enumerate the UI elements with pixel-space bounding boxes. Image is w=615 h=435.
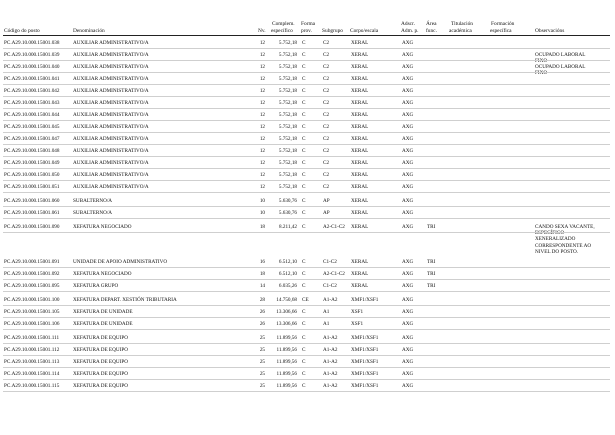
cell-corpo-escala: XMF1/XSF1: [351, 297, 379, 303]
cell-subgrupo: C2: [323, 136, 330, 142]
table-row: [0, 76, 615, 84]
row-divider: [3, 355, 610, 356]
cell-subgrupo: A1-A2: [323, 359, 338, 365]
cell-codigo: PC.A29.10.000.15001.092: [4, 271, 60, 277]
cell-codigo: PC.A29.10.000.15001.043: [4, 100, 60, 106]
cell-area-funcional: TRI: [427, 259, 436, 265]
table-row: [0, 297, 615, 305]
cell-nivel: 12: [259, 124, 265, 130]
cell-subgrupo: C2: [323, 100, 330, 106]
cell-adscripcion: AXG: [402, 359, 414, 365]
cell-codigo: PC.A29.10.000.15001.039: [4, 52, 60, 58]
cell-forma-provision: C: [302, 100, 306, 106]
header-especifico: específico: [271, 28, 293, 34]
header-corpo: Corpo/escala: [350, 28, 379, 34]
cell-adscripcion: AXG: [402, 112, 414, 118]
table-row: [0, 347, 615, 355]
cell-nivel: 12: [259, 112, 265, 118]
cell-subgrupo: AP: [323, 198, 330, 204]
cell-corpo-escala: XERAL: [351, 198, 369, 204]
cell-codigo: PC.A29.10.000.15001.111: [4, 335, 60, 341]
cell-forma-provision: C: [302, 148, 306, 154]
cell-especifico: 11.899,56: [276, 359, 297, 365]
row-divider: [3, 192, 610, 193]
cell-denominacion: AUXILIAR ADMINISTRATIVO/A: [73, 184, 149, 190]
cell-subgrupo: A1: [323, 321, 330, 327]
cell-especifico: 5.752,18: [278, 172, 297, 178]
cell-nivel: 12: [259, 88, 265, 94]
cell-nivel: 18: [259, 224, 265, 230]
cell-forma-provision: C: [302, 347, 306, 353]
table-row: [0, 359, 615, 367]
cell-adscripcion: AXG: [402, 76, 414, 82]
cell-denominacion: AUXILIAR ADMINISTRATIVO/A: [73, 40, 149, 46]
header-academica: académica: [449, 28, 472, 34]
table-row: [0, 64, 615, 77]
cell-forma-provision: C: [302, 136, 306, 142]
table-row: [0, 148, 615, 156]
cell-adscripcion: AXG: [402, 148, 414, 154]
cell-forma-provision: C: [302, 210, 306, 216]
cell-forma-provision: C: [302, 112, 306, 118]
cell-especifico: 11.899,56: [276, 383, 297, 389]
header-divider: [3, 35, 610, 36]
cell-subgrupo: C2: [323, 172, 330, 178]
table-row: [0, 210, 615, 218]
cell-nivel: 25: [259, 371, 265, 377]
table-row: [0, 124, 615, 132]
cell-especifico: 5.752,18: [278, 52, 297, 58]
row-divider: [3, 329, 610, 330]
row-divider: [3, 279, 610, 280]
cell-nivel: 25: [259, 383, 265, 389]
cell-forma-provision: C: [302, 64, 306, 70]
cell-nivel: 26: [259, 309, 265, 315]
cell-corpo-escala: XSF1: [351, 321, 364, 327]
cell-subgrupo: C2: [323, 148, 330, 154]
cell-forma-provision: C: [302, 335, 306, 341]
table-row: [0, 271, 615, 279]
table-row: [0, 160, 615, 168]
cell-codigo: PC.A29.10.000.15001.041: [4, 76, 60, 82]
cell-especifico: 14.750,68: [276, 297, 297, 303]
cell-adscripcion: AXG: [402, 321, 414, 327]
cell-corpo-escala: XERAL: [351, 88, 369, 94]
cell-subgrupo: C2: [323, 184, 330, 190]
table-row: [0, 52, 615, 65]
cell-denominacion: AUXILIAR ADMINISTRATIVO/A: [73, 112, 149, 118]
cell-codigo: PC.A29.10.000.15001.090: [4, 224, 60, 230]
cell-corpo-escala: XERAL: [351, 271, 369, 277]
cell-codigo: PC.A29.10.000.15001.100: [4, 297, 60, 303]
cell-forma-provision: C: [302, 283, 306, 289]
cell-subgrupo: C2: [323, 76, 330, 82]
header-complem: Complem.: [272, 21, 295, 27]
cell-corpo-escala: XERAL: [351, 40, 369, 46]
cell-codigo: PC.A29.10.000.15001.048: [4, 148, 60, 154]
cell-adscripcion: AXG: [402, 198, 414, 204]
cell-adscripcion: AXG: [402, 210, 414, 216]
cell-adscripcion: AXG: [402, 172, 414, 178]
row-divider: [3, 317, 610, 318]
table-row: [0, 100, 615, 108]
cell-denominacion: SUBALTERNO/A: [73, 210, 113, 216]
cell-forma-provision: C: [302, 40, 306, 46]
cell-forma-provision: C: [302, 88, 306, 94]
cell-forma-provision: C: [302, 52, 306, 58]
header-forma: Forma: [301, 21, 316, 27]
header-observacions: Observacións: [535, 28, 565, 34]
cell-codigo: PC.A29.10.000.15001.049: [4, 160, 60, 166]
cell-especifico: 5.752,18: [278, 148, 297, 154]
cell-corpo-escala: XERAL: [351, 283, 369, 289]
cell-nivel: 12: [259, 184, 265, 190]
header-codigo: Código do posto: [4, 28, 40, 34]
cell-subgrupo: C1-C2: [323, 259, 337, 265]
cell-forma-provision: C: [302, 224, 306, 230]
header-formacion: Formación: [491, 21, 515, 27]
cell-nivel: 18: [259, 271, 265, 277]
row-divider: [3, 379, 610, 380]
cell-denominacion: XEFATURA DE EQUIPO: [73, 371, 128, 377]
cell-forma-provision: CE: [302, 297, 309, 303]
cell-corpo-escala: XMF1/XSF1: [351, 359, 379, 365]
row-divider: [3, 267, 610, 268]
row-divider: [3, 120, 610, 121]
header-prov: prov.: [301, 28, 312, 34]
cell-especifico: 5.752,18: [278, 88, 297, 94]
cell-denominacion: XEFATURA DE UNIDADE: [73, 321, 133, 327]
cell-nivel: 12: [259, 136, 265, 142]
cell-denominacion: AUXILIAR ADMINISTRATIVO/A: [73, 148, 149, 154]
cell-denominacion: XEFATURA DE EQUIPO: [73, 383, 128, 389]
cell-nivel: 25: [259, 335, 265, 341]
cell-corpo-escala: XSF1: [351, 309, 364, 315]
cell-codigo: PC.A29.10.000.15001.044: [4, 112, 60, 118]
cell-denominacion: UNIDADE DE APOIO ADMINISTRATIVO: [73, 259, 168, 265]
cell-especifico: 5.752,18: [278, 184, 297, 190]
table-row: [0, 136, 615, 144]
cell-denominacion: XEFATURA NEGOCIADO: [73, 271, 132, 277]
cell-subgrupo: A2-C1-C2: [323, 224, 345, 230]
cell-corpo-escala: XERAL: [351, 76, 369, 82]
cell-forma-provision: C: [302, 184, 306, 190]
cell-adscripcion: AXG: [402, 136, 414, 142]
header-titulacion: Titulación: [451, 21, 473, 27]
cell-corpo-escala: XERAL: [351, 52, 369, 58]
cell-adscripcion: AXG: [402, 184, 414, 190]
cell-nivel: 10: [259, 198, 265, 204]
table-row: [0, 198, 615, 206]
cell-forma-provision: C: [302, 259, 306, 265]
cell-subgrupo: A1-A2: [323, 297, 338, 303]
cell-adscripcion: AXG: [402, 160, 414, 166]
cell-adscripcion: AXG: [402, 64, 414, 70]
cell-especifico: 11.899,56: [276, 335, 297, 341]
cell-codigo: PC.A29.10.000.15001.112: [4, 347, 60, 353]
cell-codigo: PC.A29.10.000.15001.051: [4, 184, 60, 190]
cell-denominacion: XEFATURA NEGOCIADO: [73, 224, 132, 230]
cell-area-funcional: TRI: [427, 271, 436, 277]
row-divider: [3, 48, 610, 49]
cell-denominacion: AUXILIAR ADMINISTRATIVO/A: [73, 52, 149, 58]
cell-especifico: 6.512,10: [278, 271, 297, 277]
cell-codigo: PC.A29.10.000.15001.115: [4, 383, 60, 389]
cell-forma-provision: C: [302, 172, 306, 178]
cell-nivel: 12: [259, 160, 265, 166]
cell-nivel: 12: [259, 148, 265, 154]
cell-denominacion: AUXILIAR ADMINISTRATIVO/A: [73, 64, 149, 70]
cell-especifico: 5.752,18: [278, 100, 297, 106]
cell-corpo-escala: XERAL: [351, 210, 369, 216]
cell-subgrupo: C1-C2: [323, 283, 337, 289]
cell-denominacion: AUXILIAR ADMINISTRATIVO/A: [73, 136, 149, 142]
cell-corpo-escala: XERAL: [351, 136, 369, 142]
table-row: [0, 112, 615, 120]
cell-adscripcion: AXG: [402, 124, 414, 130]
cell-subgrupo: A2-C1-C2: [323, 271, 345, 277]
cell-codigo: PC.A29.10.000.15001.114: [4, 371, 60, 377]
cell-codigo: PC.A29.10.000.15001.095: [4, 283, 60, 289]
table-row: [0, 224, 615, 255]
table-row: [0, 321, 615, 329]
cell-forma-provision: C: [302, 383, 306, 389]
cell-denominacion: XEFATURA DE EQUIPO: [73, 335, 128, 341]
cell-forma-provision: C: [302, 321, 306, 327]
cell-forma-provision: C: [302, 160, 306, 166]
cell-denominacion: AUXILIAR ADMINISTRATIVO/A: [73, 88, 149, 94]
cell-denominacion: SUBALTERNO/A: [73, 198, 113, 204]
row-divider: [3, 343, 610, 344]
cell-subgrupo: C2: [323, 112, 330, 118]
cell-subgrupo: A1-A2: [323, 371, 338, 377]
row-divider: [3, 218, 610, 219]
cell-especifico: 5.752,18: [278, 64, 297, 70]
cell-forma-provision: C: [302, 359, 306, 365]
cell-adscripcion: AXG: [402, 383, 414, 389]
cell-nivel: 25: [259, 359, 265, 365]
header-formacion-especifica: específica: [490, 28, 512, 34]
cell-especifico: 13.306,66: [276, 309, 297, 315]
cell-forma-provision: C: [302, 124, 306, 130]
cell-corpo-escala: XERAL: [351, 224, 369, 230]
cell-denominacion: XEFATURA DE EQUIPO: [73, 359, 128, 365]
cell-denominacion: AUXILIAR ADMINISTRATIVO/A: [73, 100, 149, 106]
cell-observacions: OCUPADO LABORAL FIXO: [535, 64, 586, 77]
cell-codigo: PC.A29.10.000.15001.106: [4, 321, 60, 327]
cell-especifico: 5.752,18: [278, 124, 297, 130]
row-divider: [3, 291, 610, 292]
cell-observacions: OCUPADO LABORAL FIXO: [535, 52, 586, 65]
header-adm: Adm. p.: [401, 28, 419, 34]
row-divider: [3, 72, 610, 73]
cell-subgrupo: C2: [323, 124, 330, 130]
row-divider: [3, 96, 610, 97]
cell-subgrupo: A1: [323, 309, 330, 315]
cell-corpo-escala: XERAL: [351, 64, 369, 70]
cell-adscripcion: AXG: [402, 88, 414, 94]
cell-adscripcion: AXG: [402, 309, 414, 315]
header-func: func.: [426, 28, 437, 34]
row-divider: [3, 156, 610, 157]
cell-codigo: PC.A29.10.000.15001.042: [4, 88, 60, 94]
row-divider: [3, 84, 610, 85]
cell-corpo-escala: XERAL: [351, 100, 369, 106]
cell-especifico: 11.899,56: [276, 371, 297, 377]
table-row: [0, 259, 615, 267]
cell-subgrupo: A1-A2: [323, 335, 338, 341]
header-nv: Nv.: [258, 28, 266, 34]
cell-nivel: 12: [259, 172, 265, 178]
cell-especifico: 5.752,18: [278, 160, 297, 166]
row-divider: [3, 60, 610, 61]
row-divider: [3, 391, 610, 392]
table-row: [0, 40, 615, 48]
cell-forma-provision: C: [302, 309, 306, 315]
cell-codigo: PC.A29.10.000.15001.113: [4, 359, 60, 365]
row-divider: [3, 232, 610, 233]
cell-adscripcion: AXG: [402, 271, 414, 277]
cell-corpo-escala: XERAL: [351, 184, 369, 190]
row-divider: [3, 367, 610, 368]
cell-subgrupo: C2: [323, 64, 330, 70]
cell-area-funcional: TRI: [427, 224, 436, 230]
cell-forma-provision: C: [302, 76, 306, 82]
table-row: [0, 335, 615, 343]
header-adscr: Adscr.: [401, 21, 415, 27]
row-divider: [3, 144, 610, 145]
row-divider: [3, 108, 610, 109]
cell-especifico: 5.630,76: [278, 198, 297, 204]
cell-nivel: 12: [259, 100, 265, 106]
cell-especifico: 5.752,18: [278, 40, 297, 46]
cell-denominacion: AUXILIAR ADMINISTRATIVO/A: [73, 172, 149, 178]
cell-especifico: 11.899,56: [276, 347, 297, 353]
cell-denominacion: AUXILIAR ADMINISTRATIVO/A: [73, 160, 149, 166]
cell-adscripcion: AXG: [402, 259, 414, 265]
table-row: [0, 309, 615, 317]
cell-denominacion: XEFATURA GRUPO: [73, 283, 119, 289]
cell-adscripcion: AXG: [402, 347, 414, 353]
cell-codigo: PC.A29.10.000.15001.105: [4, 309, 60, 315]
cell-denominacion: XEFATURA DE UNIDADE: [73, 309, 133, 315]
cell-denominacion: XEFATURA DEPART. XESTIÓN TRIBUTARIA: [73, 297, 177, 303]
cell-nivel: 12: [259, 64, 265, 70]
table-row: [0, 283, 615, 291]
cell-codigo: PC.A29.10.000.15001.061: [4, 210, 60, 216]
cell-nivel: 26: [259, 321, 265, 327]
cell-adscripcion: AXG: [402, 297, 414, 303]
cell-corpo-escala: XERAL: [351, 259, 369, 265]
cell-nivel: 12: [259, 76, 265, 82]
cell-codigo: PC.A29.10.000.15001.045: [4, 124, 60, 130]
table-row: [0, 172, 615, 180]
cell-subgrupo: A1-A2: [323, 347, 338, 353]
cell-adscripcion: AXG: [402, 283, 414, 289]
cell-subgrupo: A1-A2: [323, 383, 338, 389]
cell-corpo-escala: XERAL: [351, 172, 369, 178]
cell-especifico: 5.752,18: [278, 112, 297, 118]
cell-especifico: 6.035,26: [278, 283, 297, 289]
cell-corpo-escala: XERAL: [351, 124, 369, 130]
cell-corpo-escala: XMF1/XSF1: [351, 347, 379, 353]
row-divider: [3, 180, 610, 181]
cell-adscripcion: AXG: [402, 335, 414, 341]
cell-corpo-escala: XMF1/XSF1: [351, 383, 379, 389]
cell-corpo-escala: XERAL: [351, 148, 369, 154]
row-divider: [3, 206, 610, 207]
cell-nivel: 14: [259, 283, 265, 289]
cell-nivel: 25: [259, 347, 265, 353]
header-area: Área: [426, 21, 437, 27]
cell-especifico: 6.512,10: [278, 259, 297, 265]
cell-adscripcion: AXG: [402, 52, 414, 58]
cell-codigo: PC.A29.10.000.15001.091: [4, 259, 60, 265]
cell-forma-provision: C: [302, 271, 306, 277]
cell-adscripcion: AXG: [402, 100, 414, 106]
cell-nivel: 12: [259, 40, 265, 46]
header-subgrupo: Subgrupo: [322, 28, 343, 34]
cell-forma-provision: C: [302, 371, 306, 377]
row-divider: [3, 305, 610, 306]
header-denominacion: Denominación: [73, 28, 105, 34]
cell-corpo-escala: XMF1/XSF1: [351, 371, 379, 377]
cell-especifico: 8.211,42: [279, 224, 297, 230]
cell-corpo-escala: XMF1/XSF1: [351, 335, 379, 341]
cell-adscripcion: AXG: [402, 224, 414, 230]
table-row: [0, 383, 615, 391]
cell-codigo: PC.A29.10.000.15001.060: [4, 198, 60, 204]
cell-nivel: 12: [259, 52, 265, 58]
cell-adscripcion: AXG: [402, 371, 414, 377]
cell-codigo: PC.A29.10.000.15001.040: [4, 64, 60, 70]
cell-codigo: PC.A29.10.000.15001.038: [4, 40, 60, 46]
cell-corpo-escala: XERAL: [351, 160, 369, 166]
cell-nivel: 16: [259, 259, 265, 265]
cell-especifico: 5.752,18: [278, 136, 297, 142]
cell-subgrupo: AP: [323, 210, 330, 216]
cell-denominacion: XEFATURA DE EQUIPO: [73, 347, 128, 353]
cell-forma-provision: C: [302, 198, 306, 204]
row-divider: [3, 132, 610, 133]
row-divider: [3, 168, 610, 169]
cell-especifico: 5.630,76: [278, 210, 297, 216]
table-row: [0, 184, 615, 192]
cell-codigo: PC.A29.10.000.15001.047: [4, 136, 60, 142]
cell-especifico: 13.306,66: [276, 321, 297, 327]
table-row: [0, 88, 615, 96]
cell-subgrupo: C2: [323, 52, 330, 58]
cell-area-funcional: TRI: [427, 283, 436, 289]
cell-subgrupo: C2: [323, 40, 330, 46]
cell-especifico: 5.752,18: [278, 76, 297, 82]
table-row: [0, 371, 615, 379]
cell-denominacion: AUXILIAR ADMINISTRATIVO/A: [73, 76, 149, 82]
cell-denominacion: AUXILIAR ADMINISTRATIVO/A: [73, 124, 149, 130]
cell-adscripcion: AXG: [402, 40, 414, 46]
cell-nivel: 10: [259, 210, 265, 216]
cell-subgrupo: C2: [323, 160, 330, 166]
cell-codigo: PC.A29.10.000.15001.050: [4, 172, 60, 178]
cell-nivel: 28: [259, 297, 265, 303]
cell-corpo-escala: XERAL: [351, 112, 369, 118]
cell-subgrupo: C2: [323, 88, 330, 94]
cell-observacions: CANDO SEXA VACANTE, ESPECÍFICO XENERALIZADO CORRESPONDENTE AO NIVEL DO POSTO.: [535, 224, 595, 255]
